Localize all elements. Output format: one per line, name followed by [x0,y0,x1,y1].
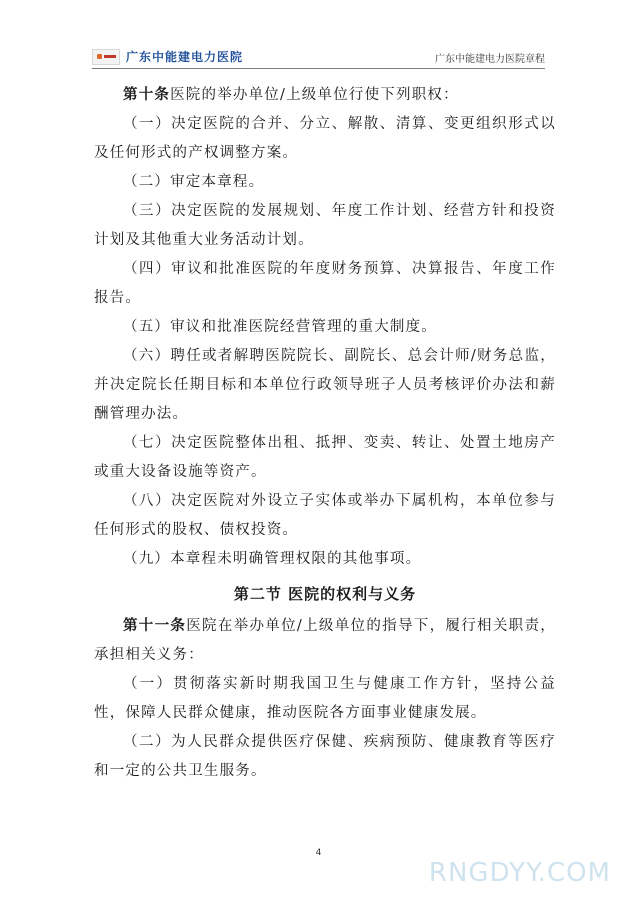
article-10-item-9: （九）本章程未明确管理权限的其他事项。 [123,551,422,567]
document-title: 广东中能建电力医院章程 [435,54,545,65]
article-11-label: 第十一条 [123,617,187,634]
article-10-label: 第十条 [123,86,171,103]
article-10-item-8: （八）决定医院对外设立子实体或举办下属机构，本单位参与任何形式的股权、债权投资。 [94,493,556,538]
logo-text: 广东中能建电力医院 [126,50,244,64]
article-11-text: 医院在举办单位/上级单位的指导下，履行相关职责，承担相关义务： [94,618,556,663]
article-11-intro [94,611,556,670]
article-11-item-2: （二）为人民群众提供医疗保健、疾病预防、健康教育等医疗和一定的公共卫生服务。 [94,734,556,779]
watermark: RNGDYY.COM [428,858,611,888]
document-body [94,80,556,786]
article-10-item-1: （一）决定医院的合并、分立、解散、清算、变更组织形式以及任何形式的产权调整方案。 [94,116,556,161]
article-10-item-3: （三）决定医院的发展规划、年度工作计划、经营方针和投资计划及其他重大业务活动计划。 [94,203,556,248]
article-10-item-2: （二）审定本章程。 [123,174,265,190]
article-10-item-4: （四）审议和批准医院的年度财务预算、决算报告、年度工作报告。 [94,261,556,306]
page-header [92,44,545,69]
article-10-item-6: （六）聘任或者解聘医院院长、副院长、总会计师/财务总监，并决定院长任期目标和本单位行政领导班子人员考核评价办法和薪酬管理办法。 [94,348,556,422]
logo-mark-icon [92,49,120,65]
page-number: 4 [315,848,322,858]
section-heading: 第二节 医院的权利与义务 [233,585,417,603]
article-11-item-1: （一）贯彻落实新时期我国卫生与健康工作方针，坚持公益性，保障人民群众健康，推动医院各方面事业健康发展。 [94,676,556,721]
article-10-text: 医院的举办单位/上级单位行使下列职权： [170,87,459,103]
article-10-intro [94,80,556,110]
article-10-item-7: （七）决定医院整体出租、抵押、变卖、转让、处置土地房产或重大设备设施等资产。 [94,435,556,480]
hospital-logo [92,48,243,65]
article-10-item-5: （五）审议和批准医院经营管理的重大制度。 [123,319,437,335]
